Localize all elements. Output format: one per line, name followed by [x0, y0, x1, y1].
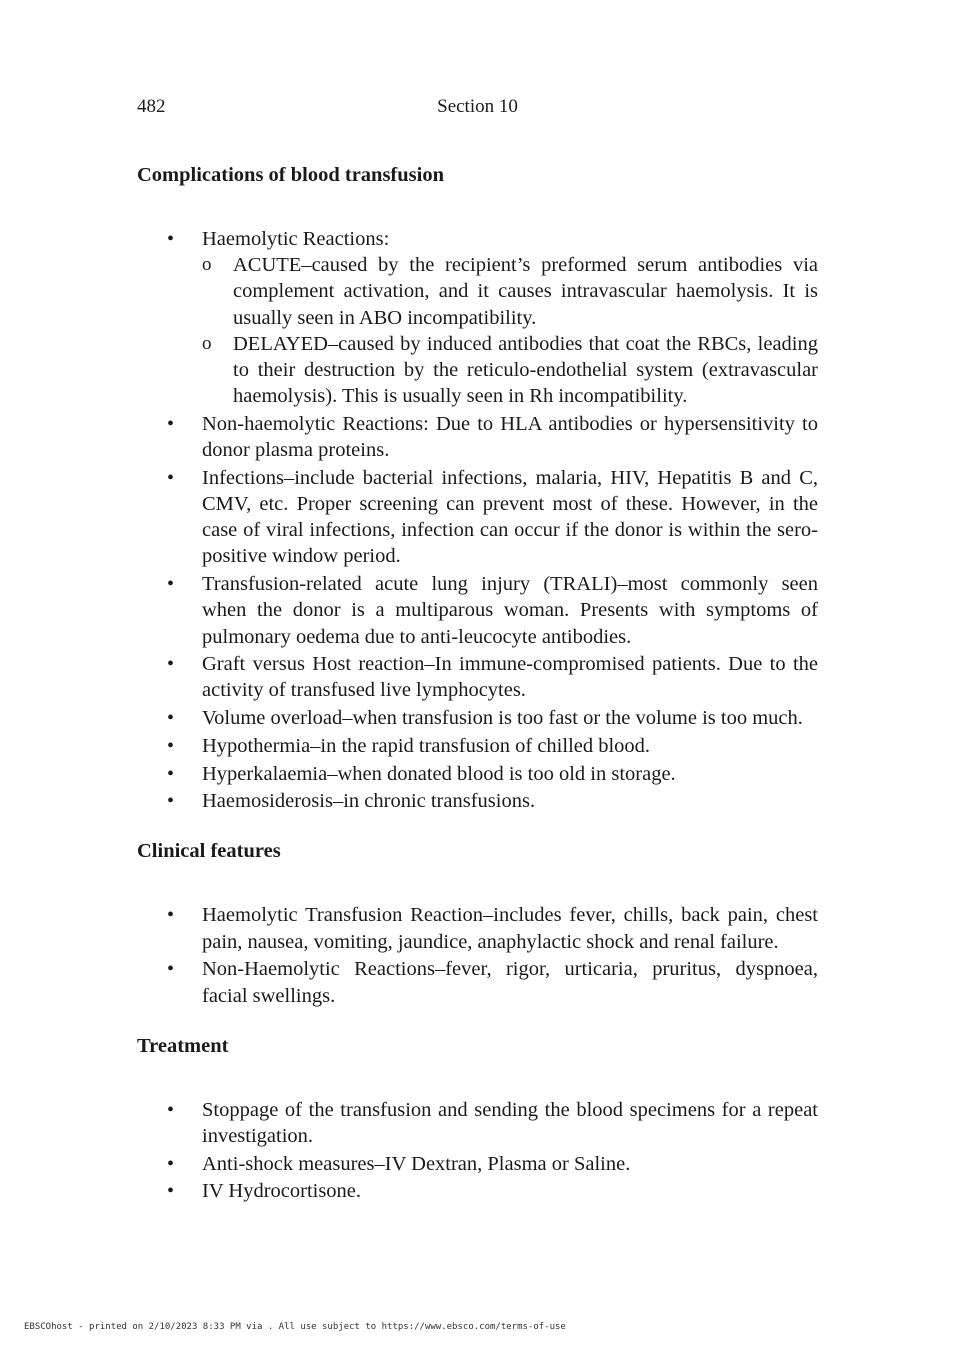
- bullet-icon: •: [167, 790, 175, 813]
- section-heading: Complications of blood transfusion: [137, 164, 444, 186]
- sub-list: [202, 252, 818, 409]
- list-item-text: Non-Haemolytic Reactions–fever, rigor, urticaria, pruritus, dyspnoea, facial swellings.: [202, 958, 818, 1007]
- section-label: Section 10: [437, 96, 518, 117]
- list-item-text: IV Hydrocortisone.: [202, 1180, 362, 1203]
- list-item-text: Infections–include bacterial infections, malaria, HIV, Hepatitis B and C, CMV, etc. Proper screening can prevent most of these. However, in the case of viral infections, infection can occur if the donor is within the sero-positive window period.: [202, 466, 818, 568]
- list-item-text: Haemolytic Reactions:: [202, 228, 390, 250]
- bullet-icon: •: [167, 762, 175, 785]
- list-item: [137, 1178, 818, 1204]
- bullet-icon: •: [167, 707, 175, 730]
- list-item-text: Hyperkalaemia–when donated blood is too old in storage.: [202, 762, 676, 785]
- list-item-text: Transfusion-related acute lung injury (TRALI)–most commonly seen when the donor is a multiparous woman. Presents with symptoms of pulmonary oedema due to anti-leucocyte antibodies.: [202, 573, 818, 648]
- bullet-icon: •: [167, 958, 175, 981]
- bullet-icon: •: [167, 1098, 175, 1121]
- bullet-icon: •: [167, 1152, 175, 1175]
- list-item-text: Haemolytic Transfusion Reaction–includes fever, chills, back pain, chest pain, nausea, vomiting, jaundice, anaphylactic shock and renal failure.: [202, 904, 818, 953]
- sub-bullet-icon: o: [202, 254, 212, 276]
- sub-list-item: [202, 331, 818, 410]
- list-item-text: Stoppage of the transfusion and sending the blood specimens for a repeat investigation.: [202, 1098, 818, 1147]
- sub-list-item-text: DELAYED–caused by induced antibodies that coat the RBCs, leading to their destruction by the reticulo-endothelial system (extravascular haemolysis). This is usually seen in Rh incompatibility.: [233, 332, 818, 408]
- bullet-icon: •: [167, 1180, 175, 1203]
- list-item: [137, 788, 818, 814]
- bullet-list: [137, 902, 818, 1008]
- list-item: [137, 761, 818, 787]
- list-item-text: Graft versus Host reaction–In immune-compromised patients. Due to the activity of transfused live lymphocytes.: [202, 653, 818, 702]
- bullet-icon: •: [167, 466, 175, 489]
- bullet-icon: •: [167, 228, 175, 250]
- list-item: [137, 651, 818, 703]
- bullet-icon: •: [167, 573, 175, 596]
- list-item: [137, 411, 818, 463]
- bullet-list: [137, 1097, 818, 1205]
- list-item: [137, 1097, 818, 1149]
- list-item: [137, 733, 818, 759]
- list-item-text: Hypothermia–in the rapid transfusion of chilled blood.: [202, 734, 651, 757]
- list-item-text: Anti-shock measures–IV Dextran, Plasma or Saline.: [202, 1152, 631, 1175]
- page-content: [137, 160, 818, 1206]
- list-item-text: Non-haemolytic Reactions: Due to HLA antibodies or hypersensitivity to donor plasma proteins.: [202, 412, 818, 462]
- list-item: [137, 571, 818, 650]
- bullet-icon: •: [167, 653, 175, 676]
- bullet-icon: •: [167, 412, 175, 435]
- bullet-icon: •: [167, 734, 175, 757]
- list-item: [137, 705, 818, 731]
- sub-list-item-text: ACUTE–caused by the recipient’s preformed serum antibodies via complement activation, and it causes intravascular haemolysis. It is usually seen in ABO incompatibility.: [233, 254, 818, 329]
- list-item: [137, 956, 818, 1008]
- print-footer: EBSCOhost - printed on 2/10/2023 8:33 PM via . All use subject to https://www.ebsco.com/terms-of-use: [24, 1322, 566, 1332]
- bullet-list: [137, 226, 818, 814]
- list-item: [137, 902, 818, 954]
- list-item: [137, 465, 818, 570]
- sub-list-item: [202, 252, 818, 331]
- page-header: [137, 96, 818, 122]
- list-item-text: Haemosiderosis–in chronic transfusions.: [202, 790, 536, 813]
- section-heading: Clinical features: [137, 840, 281, 863]
- page-number: 482: [137, 96, 166, 117]
- bullet-icon: •: [167, 904, 175, 927]
- list-item: [137, 1151, 818, 1177]
- sub-bullet-icon: o: [202, 332, 212, 354]
- list-item: [137, 226, 818, 409]
- section-heading: Treatment: [137, 1034, 229, 1057]
- list-item-text: Volume overload–when transfusion is too fast or the volume is too much.: [202, 707, 803, 730]
